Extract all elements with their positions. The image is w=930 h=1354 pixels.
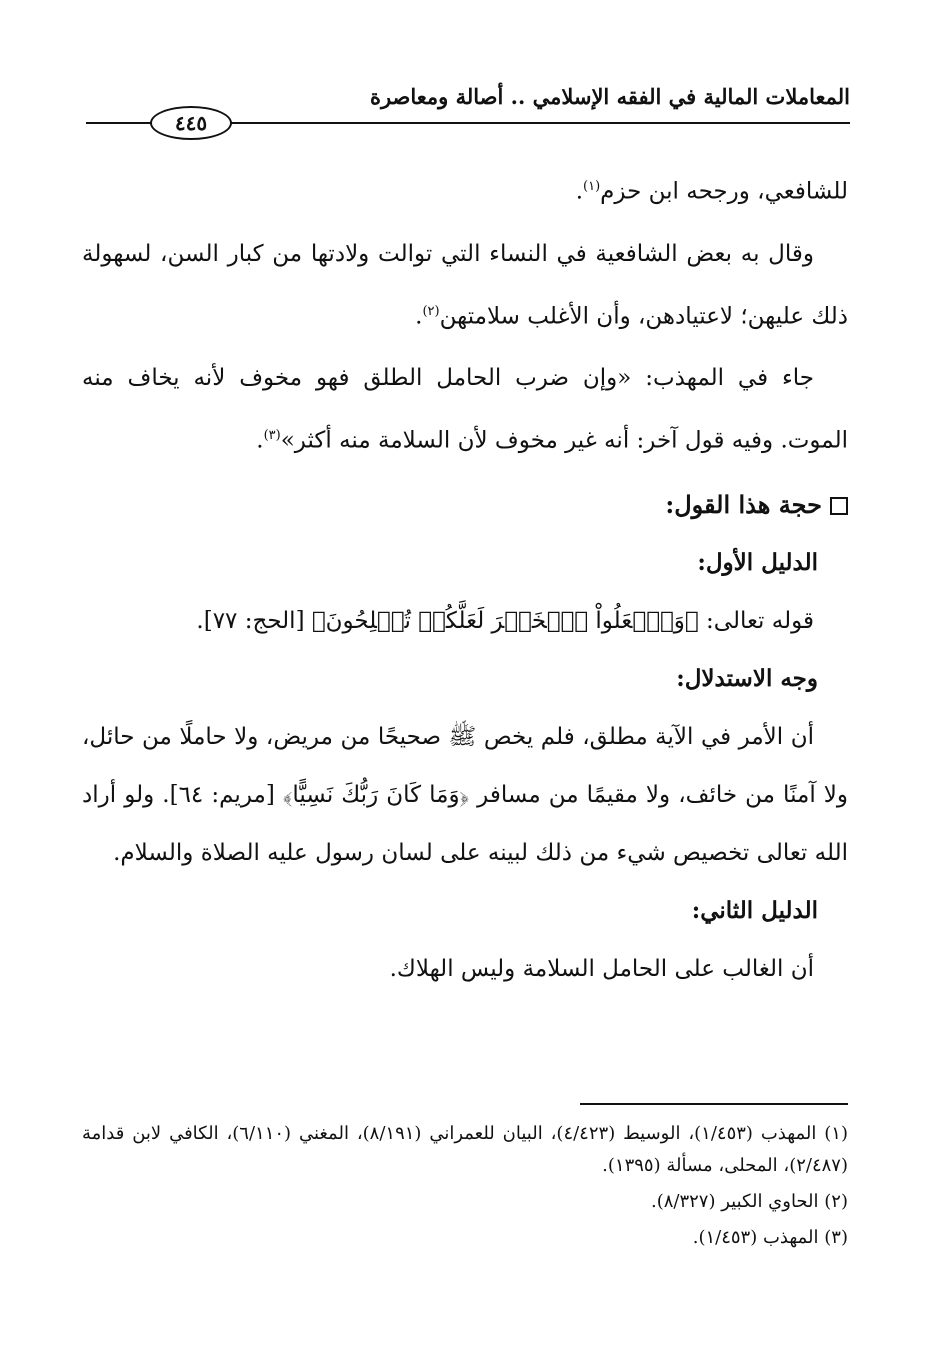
footnote-ref: (٢)	[422, 303, 440, 319]
checkbox-square-icon	[830, 497, 848, 515]
paragraph-text: وقال به بعض الشافعية في النساء التي توالت ولادتها من كبار السن، لسهولة ذلك عليهن؛ لاعتيادهن، وأن الأغلب سلامتهن	[82, 240, 848, 330]
paragraph-text: ولو أراد الله تعالى تخصيص شيء من ذلك لبينه على لسان رسول عليه الصلاة والسلام.	[82, 781, 848, 866]
paragraph-text: جاء في المهذب: «وإن ضرب الحامل الطلق فهو مخوف لأنه يخاف منه الموت. وفيه قول آخر: أنه غير مخوف لأن السلامة منه أكثر»	[82, 365, 848, 454]
footnote-ref: (٣)	[263, 428, 281, 444]
paragraph	[82, 708, 848, 882]
footnote: (٢) الحاوي الكبير (٨/٣٢٧).	[650, 1191, 848, 1212]
paragraph	[82, 158, 848, 221]
footnotes	[82, 1118, 848, 1254]
quran-verse: ﴿وَمَا كَانَ رَبُّكَ نَسِيًّا﴾	[282, 781, 470, 808]
page-number: ٤٤٥	[150, 106, 232, 140]
paragraph-text: للشافعي، ورجحه ابن حزم	[600, 178, 848, 205]
sub-heading: وجه الاستدلال:	[676, 664, 818, 692]
paragraph	[82, 349, 848, 470]
footnote-ref: (١)	[583, 179, 601, 194]
paragraph: أن الغالب على الحامل السلامة وليس الهلاك.	[389, 955, 814, 982]
paragraph	[82, 225, 848, 346]
section-heading-text: حجة هذا القول:	[665, 489, 822, 519]
footnote-separator	[580, 1103, 848, 1105]
punctuation: .	[415, 303, 423, 330]
running-title: المعاملات المالية في الفقه الإسلامي .. أصالة ومعاصرة	[369, 84, 850, 109]
quran-verse: ﴿وَٱفۡعَلُواْ ٱلۡخَيۡرَ لَعَلَّكُمۡ تُفۡلِحُونَ﴾	[311, 607, 699, 634]
verse-reference: [الحج: ٧٧].	[196, 607, 305, 634]
punctuation: .	[256, 427, 264, 454]
sub-heading: الدليل الثاني:	[691, 896, 818, 924]
sub-heading: الدليل الأول:	[697, 548, 818, 576]
verse-paragraph	[82, 592, 848, 650]
main-text	[82, 158, 848, 998]
punctuation: .	[575, 178, 584, 205]
footnote: (١) المهذب (١/٤٥٣)، الوسيط (٤/٤٢٣)، البيان للعمراني (٨/١٩١)، المغني (٦/١١٠)، الكافي لابن قدامة (٢/٤٨٧)، المحلى، مسألة (١٣٩٥).	[82, 1123, 848, 1176]
verse-intro: قوله تعالى:	[706, 607, 814, 634]
paragraph-text: أن الأمر في الآية مطلق، فلم يخص ﷺ صحيحًا من مريض، ولا حاملًا من حائل، ولا آمنًا من خائف، ولا مقيمًا من مسافر	[82, 723, 849, 808]
footnote: (٣) المهذب (١/٤٥٣).	[692, 1227, 848, 1248]
section-heading	[82, 476, 848, 534]
verse-reference: [مريم: ٦٤].	[162, 781, 275, 808]
